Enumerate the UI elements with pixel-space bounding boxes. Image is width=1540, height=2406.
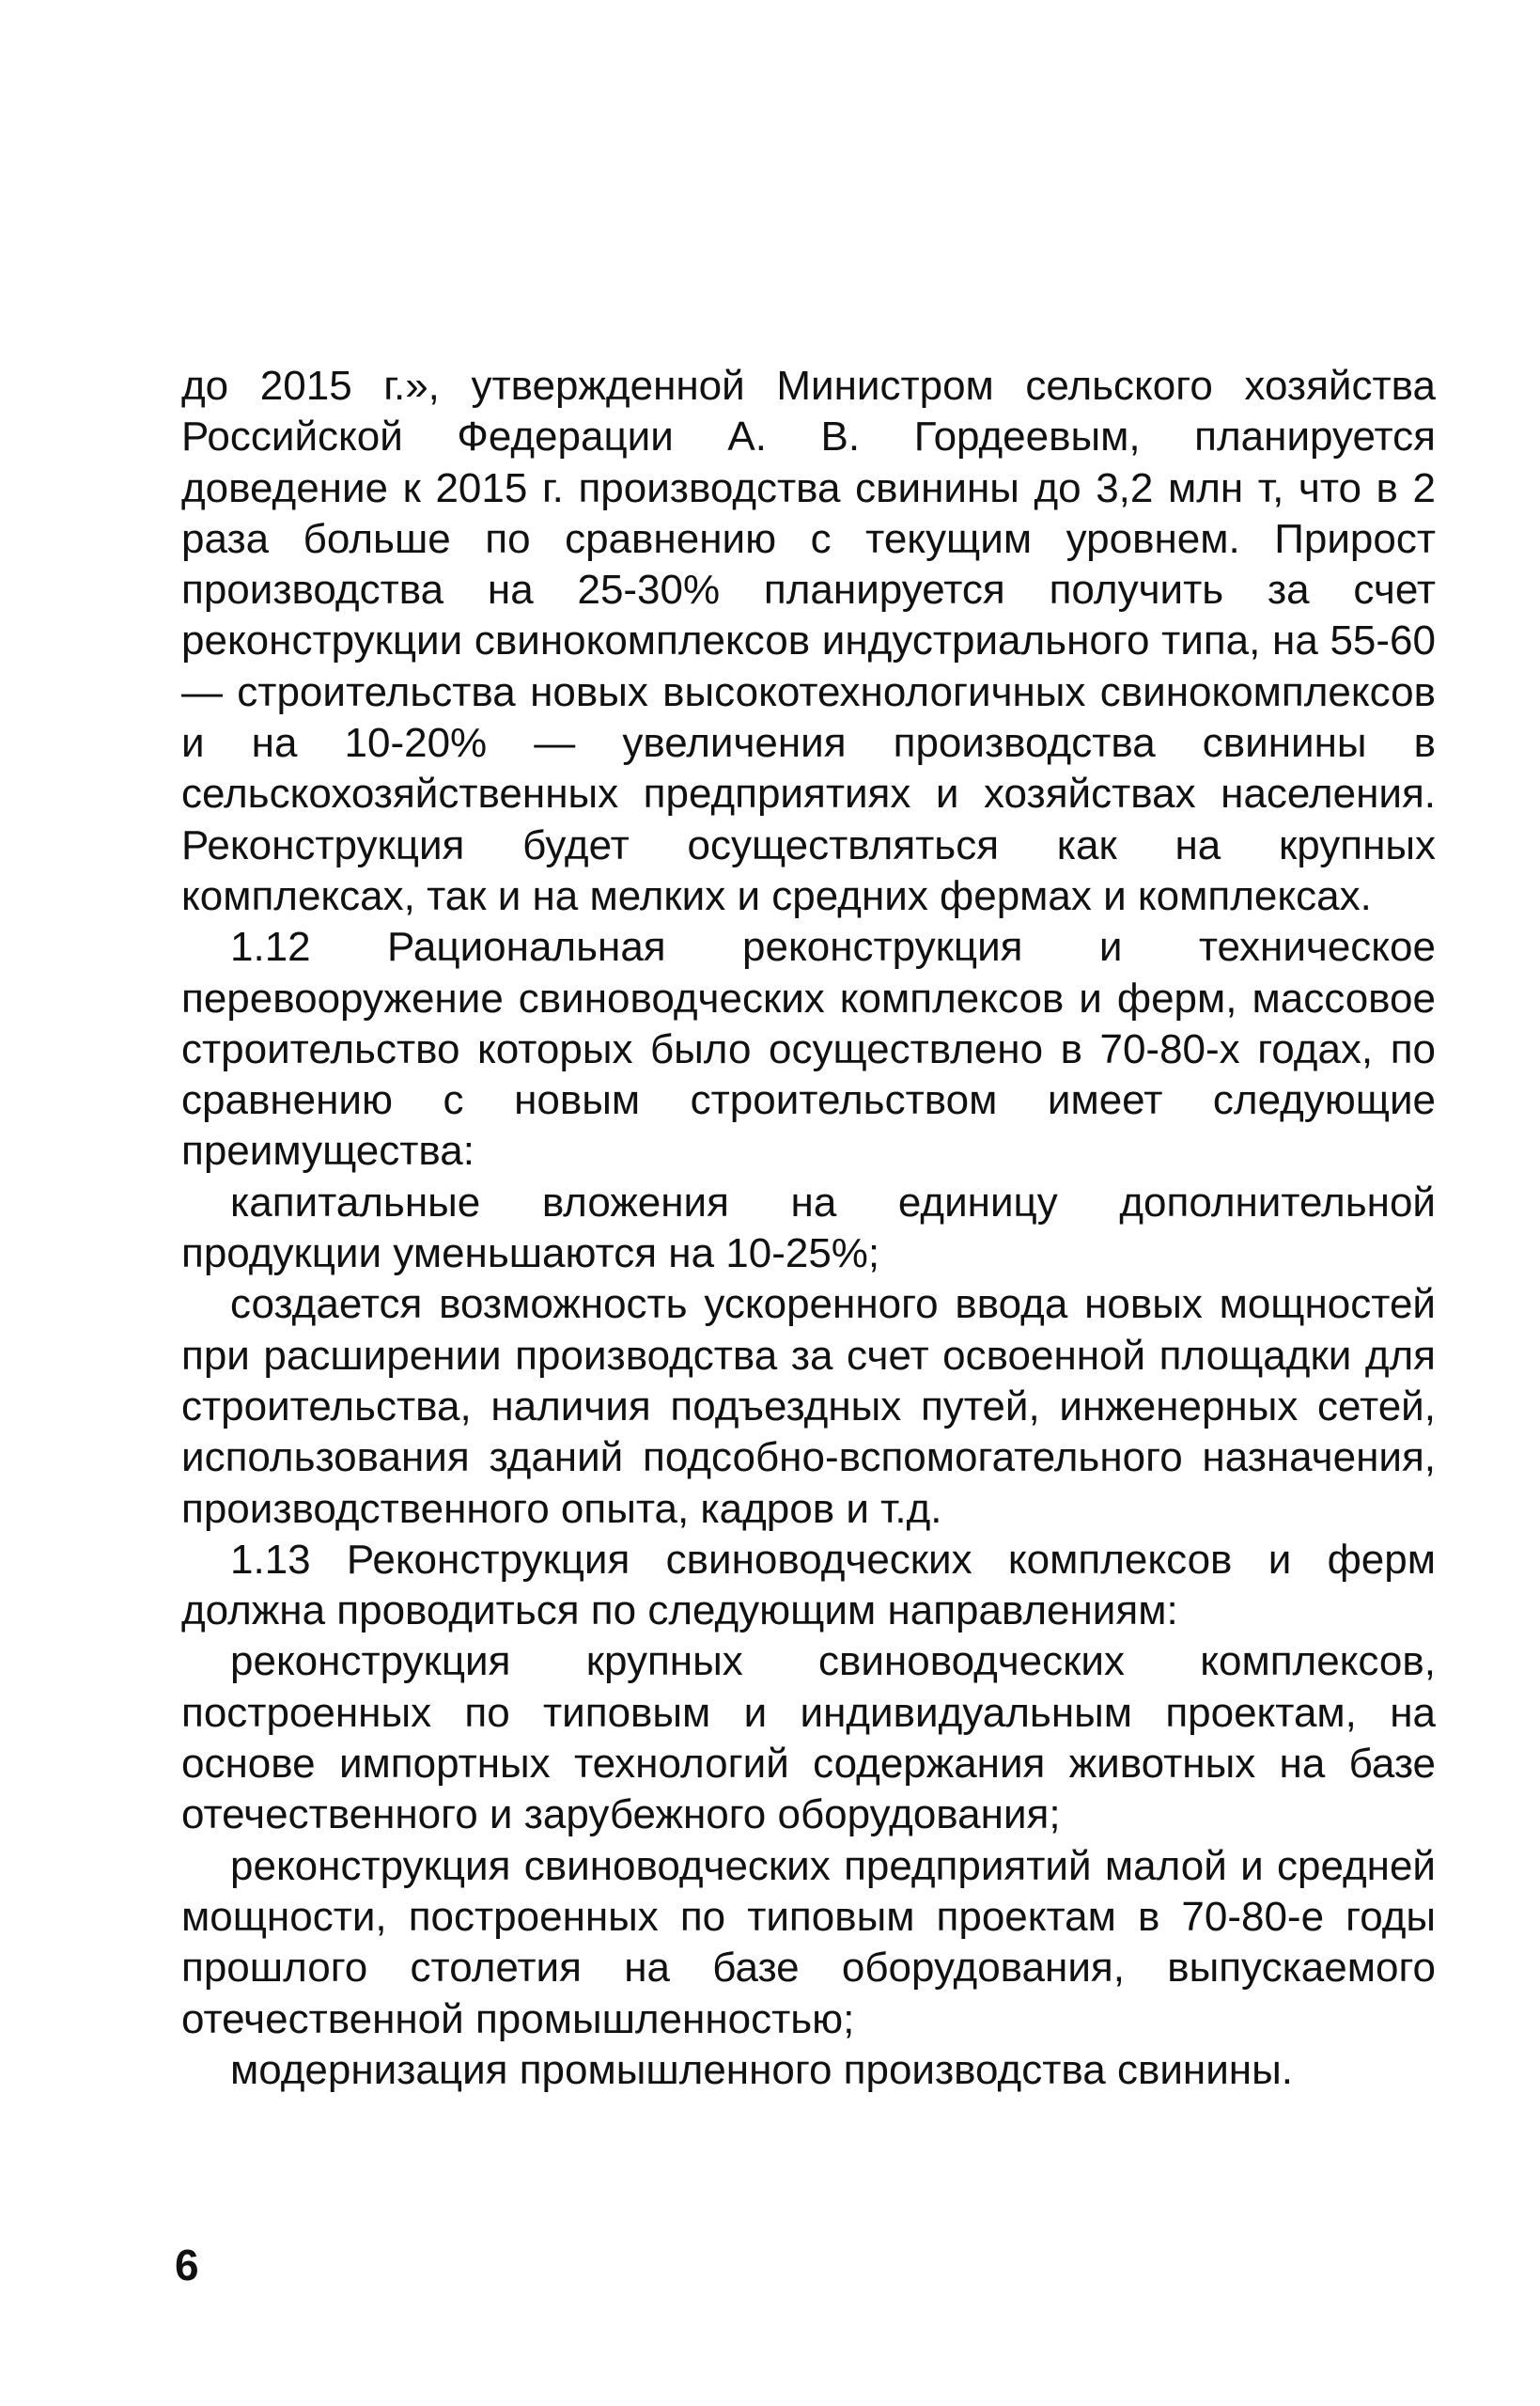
body-text [181,361,1436,2096]
list-item-modernization: модернизация промышленного производства свинины. [230,2046,1293,2093]
page-number: 6 [175,2241,199,2289]
paragraph-program-goals: до 2015 г.», утвержденной Министром сельского хозяйства Российской Федерации А. В. Гордеевым, планируется доведение к 2015 г. производства свинины до 3,2 млн т, что в 2 раза больше по сравнению с текущим уровнем. Прирост производства на 25-30% планируется получить за счет реконструкции свинокомплексов индустриального типа, на 55-60 — строительства новых высокотехнологичных свинокомплексов и на 10-20% — увеличения производства свинины в сельскохозяйственных предприятиях и хозяйствах населения. Реконструкция будет осуществляться как на крупных комплексах, так и на мелких и средних фермах и комплексах. [181,363,1436,919]
list-item-accelerated-capacity: создается возможность ускоренного ввода новых мощностей при расширении производства за счет освоенной площадки для строительства, наличия подъездных путей, инженерных сетей, использования зданий подсобно-вспомогательного назначения, производственного опыта, кадров и т.д. [181,1281,1436,1532]
paragraph-1-13-directions: 1.13 Реконструкция свиноводческих комплексов и ферм должна проводиться по следующим направлениям: [181,1536,1436,1634]
list-item-large-complexes: реконструкция крупных свиноводческих комплексов, построенных по типовым и индивидуальным проектам, на основе импортных технологий содержания животных на базе отечественного и зарубежного оборудования; [181,1638,1436,1838]
list-item-small-medium-enterprises: реконструкция свиноводческих предприятий малой и средней мощности, построенных по типовым проектам в 70-80-е годы прошлого столетия на базе оборудования, выпускаемого отечественной промышленностью; [181,1842,1436,2042]
paragraph-1-12-advantages: 1.12 Рациональная реконструкция и техническое перевооружение свиноводческих комплексов и ферм, массовое строительство которых было осуществлено в 70-80-х годах, по сравнению с новым строительством имеет следующие преимущества: [181,924,1436,1175]
list-item-capital-investment: капитальные вложения на единицу дополнительной продукции уменьшаются на 10-25%; [181,1179,1436,1277]
